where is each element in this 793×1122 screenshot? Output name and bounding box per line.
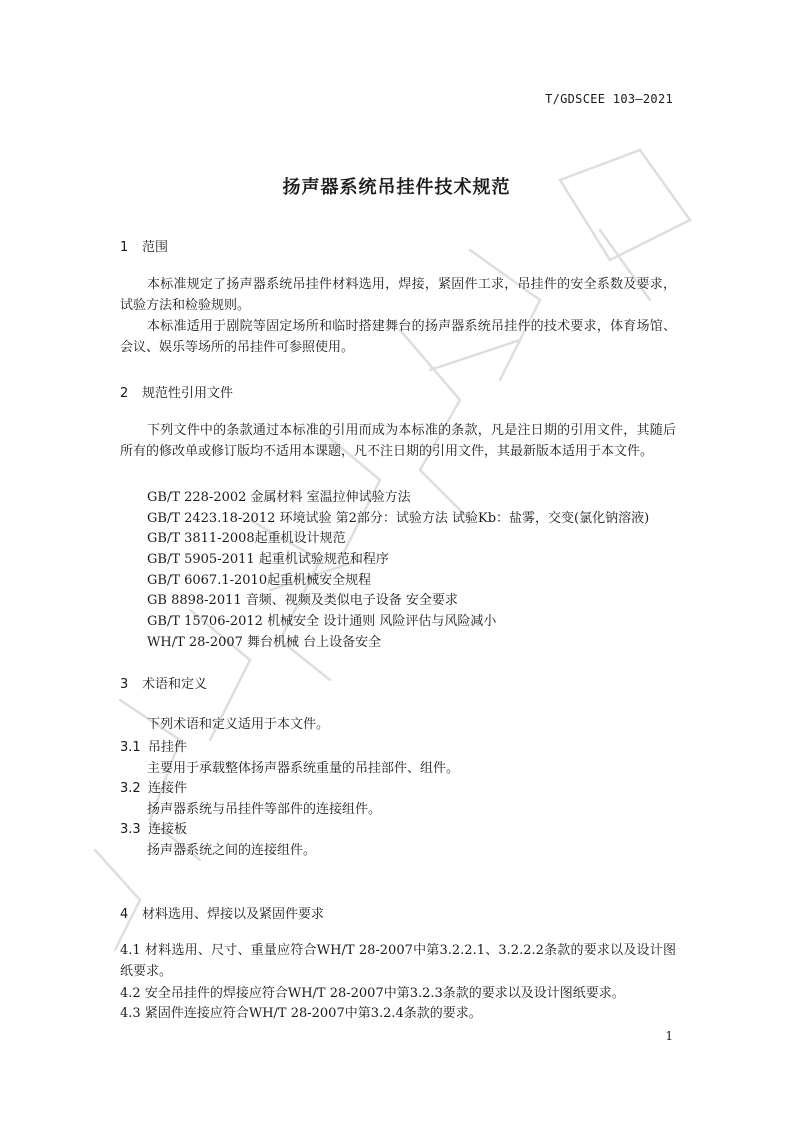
section-1-paragraph-2: 本标准适用于剧院等固定场所和临时搭建舞台的扬声器系统吊挂件的技术要求，体育场馆、会议、娱乐等场所的吊挂件可参照使用。 — [120, 319, 676, 355]
term-number: 3.2 — [120, 781, 141, 796]
section-title: 规范性引用文件 — [142, 386, 234, 401]
section-title: 材料选用、焊接以及紧固件要求 — [142, 907, 325, 922]
term-heading — [120, 736, 187, 755]
term-name: 吊挂件 — [148, 740, 188, 755]
term-number: 3.1 — [120, 740, 141, 755]
section-1-heading — [120, 236, 168, 255]
section-3-heading — [120, 673, 207, 692]
term-name: 连接板 — [148, 822, 188, 837]
section-title: 术语和定义 — [142, 677, 208, 692]
term-definition: 扬声器系统之间的连接组件。 — [147, 843, 317, 858]
section-4-heading — [120, 903, 324, 922]
reference-item: GB/T 3811-2008起重机设计规范 — [147, 531, 346, 546]
reference-item: WH/T 28-2007 舞台机械 台上设备安全 — [147, 635, 382, 650]
section-title: 范围 — [142, 240, 169, 255]
reference-item: GB/T 2423.18-2012 环境试验 第2部分：试验方法 试验Kb：盐雾，交变(氯化钠溶液) — [147, 511, 650, 526]
clause-4-2 — [120, 983, 676, 1004]
reference-item: GB/T 5905-2011 起重机试验规范和程序 — [147, 552, 389, 567]
term-heading — [120, 777, 187, 796]
clause-4-3 — [120, 1003, 676, 1024]
standard-code: T/GDSCEE 103—2021 — [545, 92, 673, 106]
clause-text: 安全吊挂件的焊接应符合WH/T 28-2007中第3.2.3条款的要求以及设计图纸要求。 — [144, 986, 625, 1001]
reference-item: GB 8898-2011 音频、视频及类似电子设备 安全要求 — [147, 593, 458, 608]
clause-number: 4.1 — [120, 943, 141, 958]
term-name: 连接件 — [148, 781, 188, 796]
clause-text: 紧固件连接应符合WH/T 28-2007中第3.2.4条款的要求。 — [144, 1006, 482, 1021]
term-heading — [120, 818, 187, 837]
section-1-paragraph-1: 本标准规定了扬声器系统吊挂件材料选用，焊接，紧固件工求，吊挂件的安全系数及要求，试验方法和检验规则。 — [120, 277, 676, 313]
section-number: 1 — [120, 240, 129, 255]
section-2-heading — [120, 382, 233, 401]
clause-number: 4.2 — [120, 986, 141, 1001]
section-number: 4 — [120, 907, 129, 922]
reference-item: GB/T 6067.1-2010起重机械安全规程 — [147, 573, 372, 588]
reference-item: GB/T 15706-2012 机械安全 设计通则 风险评估与风险减小 — [147, 614, 497, 629]
clause-4-1 — [120, 940, 676, 982]
term-definition: 主要用于承载整体扬声器系统重量的吊挂部件、组件。 — [147, 761, 460, 776]
section-number: 3 — [120, 677, 129, 692]
section-number: 2 — [120, 386, 129, 401]
term-number: 3.3 — [120, 822, 141, 837]
section-3-intro: 下列术语和定义适用于本文件。 — [147, 717, 330, 732]
page-title: 扬声器系统吊挂件技术规范 — [282, 177, 511, 198]
term-definition: 扬声器系统与吊挂件等部件的连接组件。 — [147, 802, 382, 817]
section-2-intro: 下列文件中的条款通过本标准的引用而成为本标准的条款，凡是注日期的引用文件，其随后所有的修改单或修订版均不适用本课题，凡不注日期的引用文件，其最新版本适用于本文件。 — [120, 423, 676, 459]
reference-item: GB/T 228-2002 金属材料 室温拉伸试验方法 — [147, 490, 411, 505]
clause-text: 材料选用、尺寸、重量应符合WH/T 28-2007中第3.2.2.1、3.2.2.2条款的要求以及设计图纸要求。 — [120, 943, 676, 979]
page-number: 1 — [665, 1029, 673, 1043]
clause-number: 4.3 — [120, 1006, 141, 1021]
